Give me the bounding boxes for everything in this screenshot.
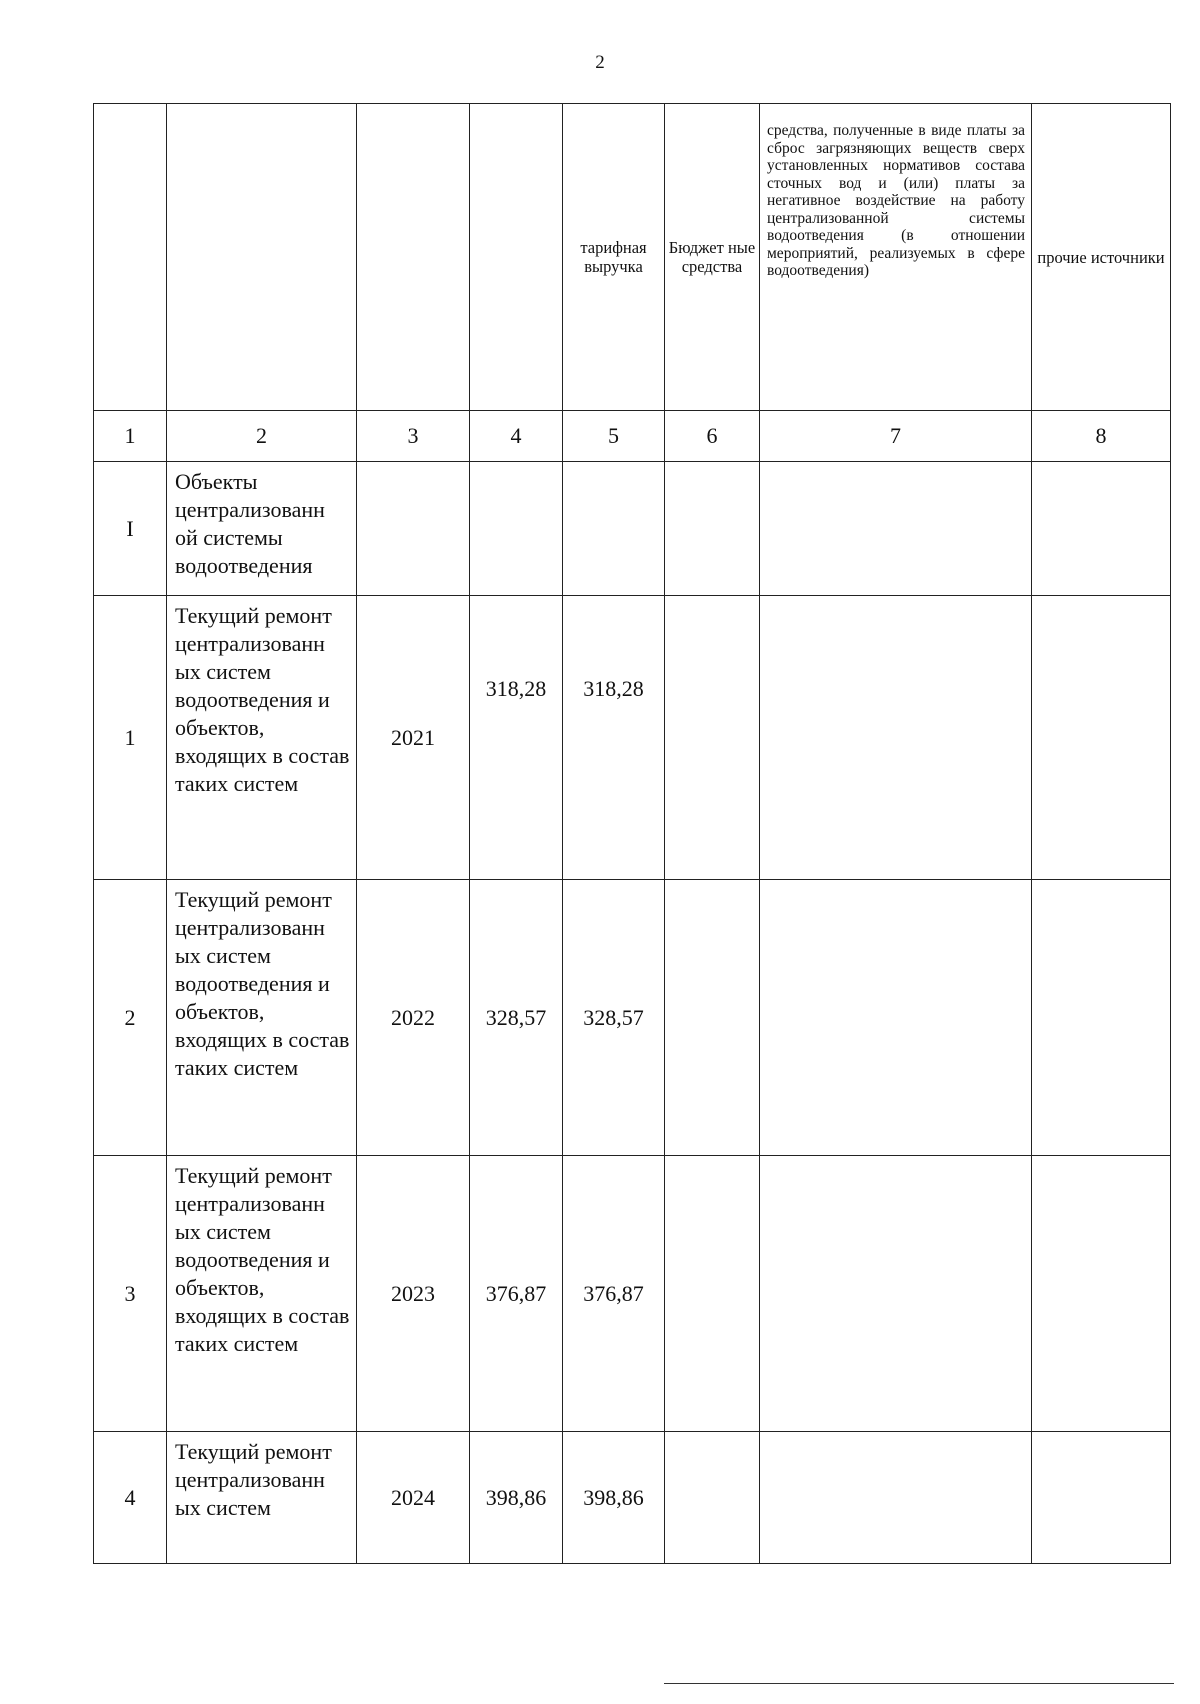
empty-cell [665,1156,760,1432]
row-name: Текущий ремонт централизованн ых систем водоотведения и объектов, входящих в состав таких систем [167,880,357,1156]
row-total: 328,57 [470,880,563,1156]
header-cell-tariff-revenue: тарифная выручка [563,104,665,411]
empty-cell [760,1156,1032,1432]
row-total: 376,87 [470,1156,563,1432]
section-name: Объекты централизованн ой системы водоотведения [167,462,357,596]
column-number: 6 [665,411,760,462]
row-year: 2023 [357,1156,470,1432]
header-cell-3 [357,104,470,411]
empty-cell [470,462,563,596]
header-cell-2 [167,104,357,411]
empty-cell [665,1432,760,1564]
empty-cell [357,462,470,596]
column-number: 1 [94,411,167,462]
column-number: 7 [760,411,1032,462]
header-cell-4 [470,104,563,411]
empty-cell [1032,596,1171,880]
empty-cell [760,880,1032,1156]
column-number: 4 [470,411,563,462]
row-total: 318,28 [470,596,563,880]
header-cell-other-sources: прочие источники [1032,104,1171,411]
investment-table [93,103,1171,1564]
row-number: 1 [94,596,167,880]
table-row [94,596,1171,880]
row-total: 398,86 [470,1432,563,1564]
empty-cell [563,462,665,596]
row-name: Текущий ремонт централизованн ых систем водоотведения и объектов, входящих в состав таких систем [167,1156,357,1432]
table-row [94,1156,1171,1432]
column-number: 5 [563,411,665,462]
empty-cell [1032,462,1171,596]
row-name: Текущий ремонт централизованн ых систем водоотведения и объектов, входящих в состав таких систем [167,596,357,880]
table-row [94,880,1171,1156]
row-number: 2 [94,880,167,1156]
empty-cell [1032,880,1171,1156]
empty-cell [665,462,760,596]
row-tariff-revenue: 376,87 [563,1156,665,1432]
section-number: I [94,462,167,596]
row-number: 4 [94,1432,167,1564]
footer-divider [664,1683,1174,1684]
section-row [94,462,1171,596]
empty-cell [1032,1156,1171,1432]
header-cell-1 [94,104,167,411]
empty-cell [760,1432,1032,1564]
column-number: 2 [167,411,357,462]
row-year: 2024 [357,1432,470,1564]
row-number: 3 [94,1156,167,1432]
row-year: 2021 [357,596,470,880]
table-row [94,1432,1171,1564]
empty-cell [1032,1432,1171,1564]
header-cell-pollution-fees: средства, полученные в виде платы за сброс загрязняющих веществ сверх установленных нормативов состава сточных вод и (или) платы за негативное воздействие на работу централизованной системы водоотведения (в отношении мероприятий, реализуемых в сфере водоотведения) [760,104,1032,411]
row-year: 2022 [357,880,470,1156]
header-cell-budget-funds: Бюджет ные средства [665,104,760,411]
column-number: 8 [1032,411,1171,462]
empty-cell [760,462,1032,596]
empty-cell [760,596,1032,880]
row-tariff-revenue: 328,57 [563,880,665,1156]
empty-cell [665,880,760,1156]
row-tariff-revenue: 318,28 [563,596,665,880]
page-number: 2 [595,52,605,73]
empty-cell [665,596,760,880]
header-row [94,104,1171,411]
row-name: Текущий ремонт централизованн ых систем [167,1432,357,1564]
column-number: 3 [357,411,470,462]
column-number-row [94,411,1171,462]
row-tariff-revenue: 398,86 [563,1432,665,1564]
